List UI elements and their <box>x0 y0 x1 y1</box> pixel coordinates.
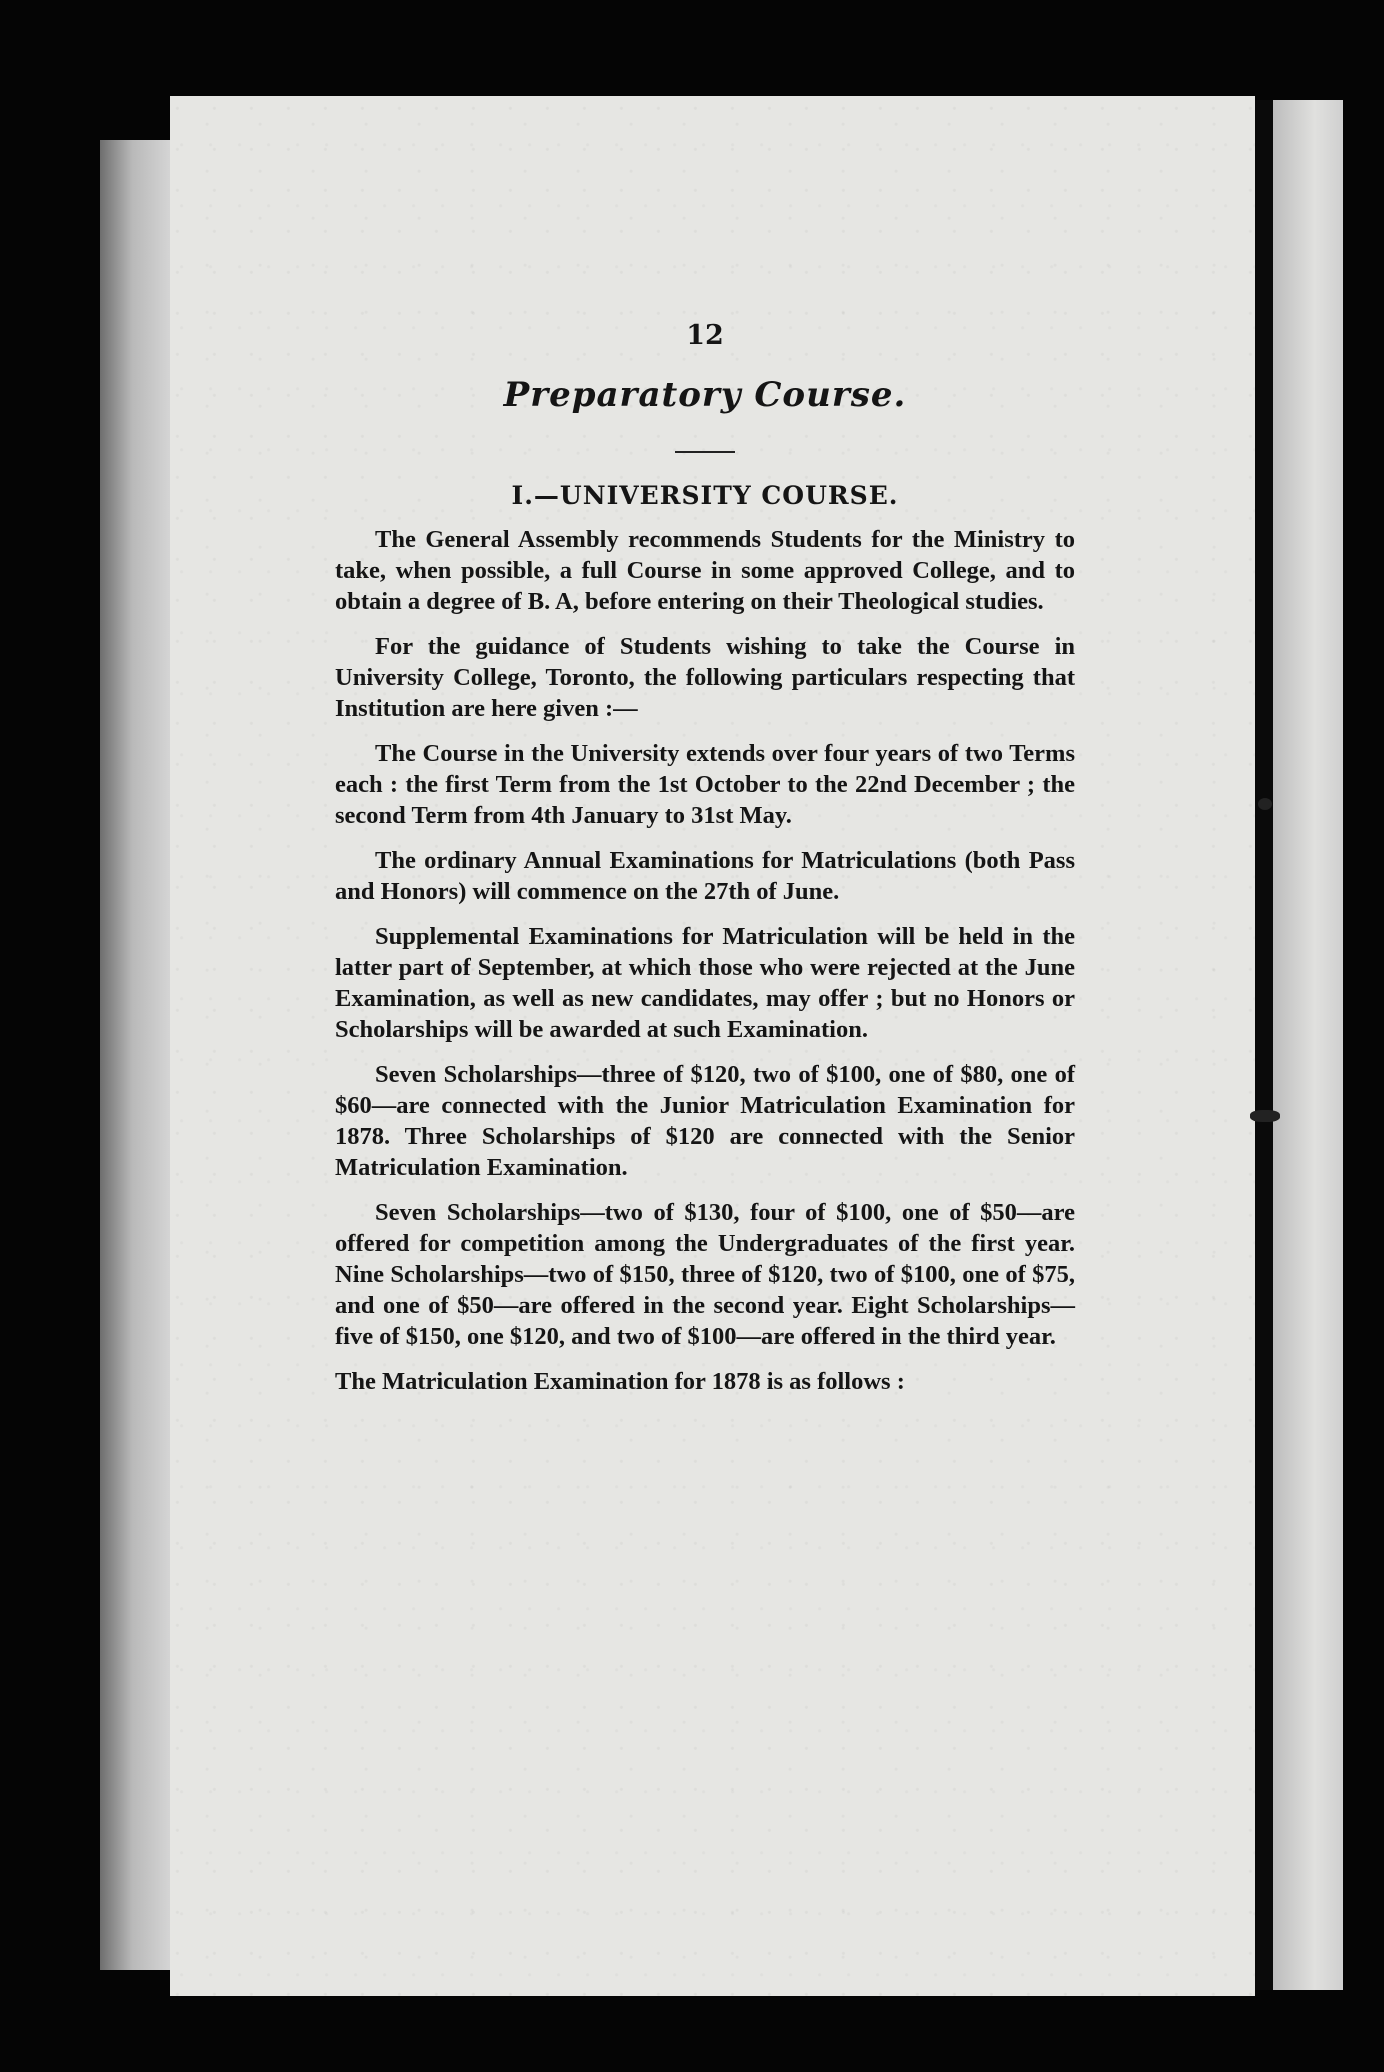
recto-page-edge <box>1273 100 1343 1990</box>
section-heading: I.—UNIVERSITY COURSE. <box>511 481 899 510</box>
paragraph: The Course in the University extends over four years of two Terms each : the first Term from the 1st October to the 22nd December ; the second Term from 4th January to 31st May. <box>335 740 1075 829</box>
paragraph: Seven Scholarships—two of $130, four of $100, one of $50—are offered for competition among the Undergraduates of the first year. Nine Scholarships—two of $150, three of $120, two of $100, one of $75, and one of $50—are offered in the second year. Eight Scholarships—five of $150, one $120, and two of $100—are offered in the third year. <box>335 1199 1075 1350</box>
page-title: Preparatory Course. <box>503 375 907 415</box>
page-number: 12 <box>686 320 724 351</box>
paragraph: For the guidance of Students wishing to take the Course in University College, Toronto, the following particulars respecting that Institution are here given :— <box>335 633 1075 722</box>
paragraph: The General Assembly recommends Students for the Ministry to take, when possible, a full Course in some approved College, and to obtain a degree of B. A, before entering on their Theological studies. <box>335 526 1075 615</box>
title-rule <box>675 451 735 453</box>
page-content <box>335 320 1075 1411</box>
verso-page-edge <box>100 140 172 1970</box>
paragraph: Seven Scholarships—three of $120, two of $100, one of $80, one of $60—are connected with the Junior Matriculation Examination for 1878. Three Scholarships of $120 are connected with the Senior Matriculation Examination. <box>335 1061 1075 1181</box>
page-gutter <box>1255 100 1273 1990</box>
binding-mark-bottom <box>1250 1110 1280 1122</box>
paragraph: Supplemental Examinations for Matriculation will be held in the latter part of September, at which those who were rejected at the June Examination, as well as new candidates, may offer ; but no Honors or Scholarships will be awarded at such Examination. <box>335 923 1075 1043</box>
binding-mark-top <box>1258 798 1272 810</box>
paragraph: The ordinary Annual Examinations for Matriculations (both Pass and Honors) will commence on the 27th of June. <box>335 847 1075 905</box>
paragraph: The Matriculation Examination for 1878 is as follows : <box>335 1368 905 1395</box>
